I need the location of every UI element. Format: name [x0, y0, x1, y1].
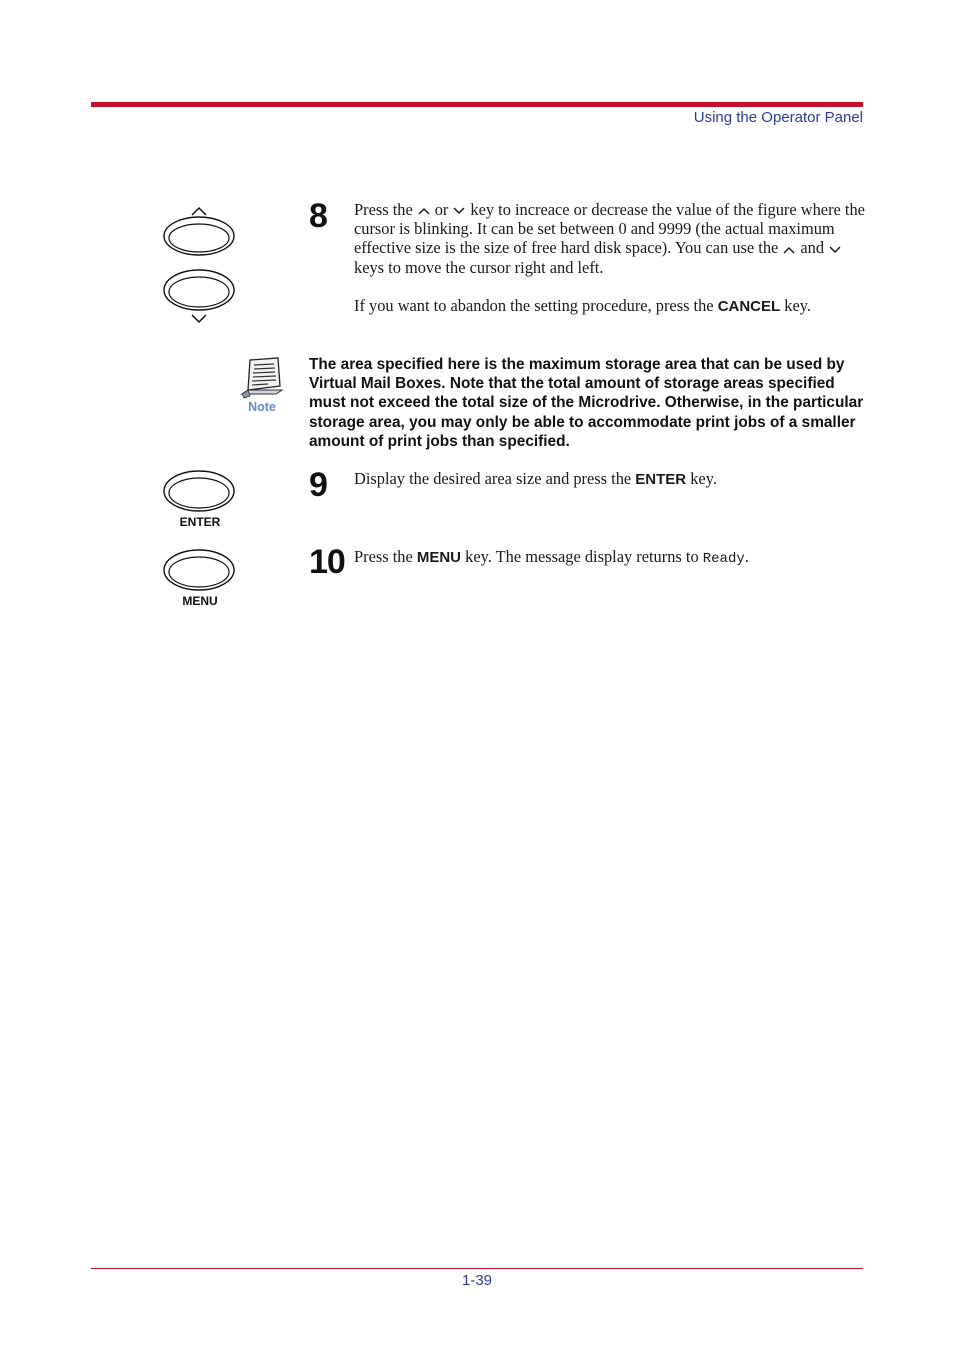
page-number: 1-39	[461, 1272, 493, 1289]
enter-key-name: ENTER	[635, 471, 687, 488]
step-number-9: 9	[309, 466, 327, 504]
cancel-key-name: CANCEL	[717, 297, 781, 315]
note-icon	[238, 356, 286, 400]
footer-rule	[91, 1268, 863, 1269]
note-label: Note	[248, 400, 276, 414]
step-8-text	[354, 200, 866, 316]
step-8-paragraph-2: If you want to abandon the setting procedure, press the CANCEL key.	[354, 295, 811, 315]
up-arrow-icon	[782, 245, 796, 255]
chevron-down-icon	[192, 315, 206, 322]
down-key	[162, 268, 238, 328]
step-8-paragraph-1: Press the or key to increace or decrease the value of the figure where the cursor is blinking. It can be set between 0 and 9999 (the actual maximum effective size is the size of free hard disk space). You can use the andkeys to move the cursor right and left.	[354, 200, 865, 277]
up-key	[162, 204, 238, 258]
step-10-text: Press the MENU key. The message display returns to Ready.	[354, 547, 749, 567]
menu-key	[162, 548, 238, 594]
menu-key-label: MENU	[182, 594, 218, 608]
down-arrow-icon	[828, 245, 842, 255]
step-number-10: 10	[309, 543, 345, 581]
chevron-up-icon	[192, 208, 206, 215]
step-9-text: Display the desired area size and press the ENTER key.	[354, 469, 717, 488]
step-number-8: 8	[309, 197, 327, 235]
running-header: Using the Operator Panel	[693, 109, 863, 126]
up-arrow-icon	[417, 206, 431, 216]
note-text: The area specified here is the maximum storage area that can be used by Virtual Mail Boxes. Note that the total amount of storage areas specified must not exceed the total size of the Microdrive. Otherwise, in the particular storage area, you may only be able to accommodate print jobs of a smaller amount of print jobs than specified.	[309, 356, 864, 450]
enter-key-label: ENTER	[179, 515, 221, 529]
enter-key	[162, 469, 238, 515]
header-rule	[91, 102, 863, 107]
menu-key-name: MENU	[416, 549, 462, 566]
down-arrow-icon	[452, 206, 466, 216]
ready-message: Ready	[702, 551, 745, 567]
